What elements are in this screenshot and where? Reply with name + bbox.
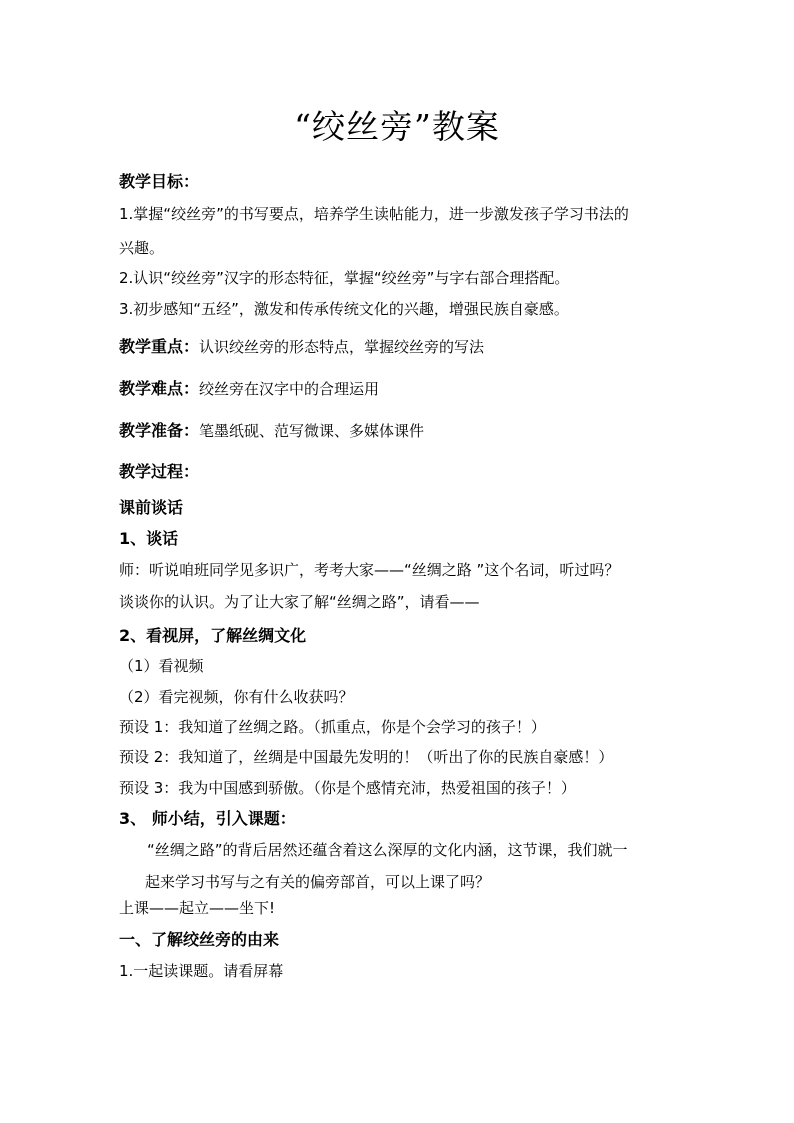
step2-preset-2: 预设 2：我知道了，丝绸是中国最先发明的！（听出了你的民族自豪感！） — [119, 748, 614, 766]
preparation-text: 笔墨纸砚、范写微课、多媒体课件 — [199, 422, 425, 440]
step2-preset-1: 预设 1：我知道了丝绸之路。（抓重点，你是个会学习的孩子！） — [119, 718, 546, 736]
objective-2: 2.认识“绞丝旁”汉字的形态特征，掌握“绞丝旁”与字右部合理搭配。 — [119, 269, 570, 287]
step2-heading: 2、看视屏，了解丝绸文化 — [119, 626, 307, 645]
objective-1-line-1: 1.掌握“绞丝旁”的书写要点，培养学生读帖能力，进一步激发孩子学习书法的 — [119, 205, 629, 223]
step3-heading: 3、 师小结，引入课题： — [119, 809, 296, 828]
preparation — [119, 420, 424, 442]
difficulties — [119, 378, 379, 400]
section1-item-1: 1.一起读课题。请看屏幕 — [119, 962, 284, 980]
objective-1-line-2: 兴趣。 — [119, 239, 165, 257]
section1-heading: 一、了解绞丝旁的由来 — [119, 930, 280, 949]
difficulties-label: 教学难点： — [119, 379, 200, 398]
preparation-label: 教学准备： — [119, 421, 200, 440]
step2-sub-1: （1）看视频 — [119, 657, 204, 675]
process-heading: 教学过程： — [119, 462, 200, 481]
step1-line-2: 谈谈你的认识。为了让大家了解“丝绸之路”，请看—— — [119, 593, 480, 611]
step2-sub-2: （2）看完视频，你有什么收获吗？ — [119, 688, 354, 706]
step2-preset-3: 预设 3：我为中国感到骄傲。（你是个感情充沛，热爱祖国的孩子！） — [119, 779, 576, 797]
key-points-label: 教学重点： — [119, 337, 200, 356]
difficulties-text: 绞丝旁在汉字中的合理运用 — [199, 380, 380, 398]
step3-line-1: “丝绸之路”的背后居然还蕴含着这么深厚的文化内涵，这节课，我们就一 — [147, 841, 628, 859]
key-points — [119, 336, 484, 358]
key-points-text: 认识绞丝旁的形态特点，掌握绞丝旁的写法 — [199, 338, 485, 356]
page-title: “绞丝旁”教案 — [294, 107, 500, 146]
objectives-heading: 教学目标： — [119, 172, 200, 191]
step1-line-1: 师：听说咱班同学见多识广，考考大家——“丝绸之路 ”这个名词，听过吗？ — [119, 561, 620, 579]
step1-heading: 1、谈话 — [119, 529, 179, 548]
objective-3: 3.初步感知“五经”，激发和传承传统文化的兴趣，增强民族自豪感。 — [119, 300, 569, 318]
step3-line-3: 上课——起立——坐下! — [119, 899, 276, 917]
pre-class-heading: 课前谈话 — [119, 498, 184, 517]
step3-line-2: 起来学习书写与之有关的偏旁部首，可以上课了吗？ — [145, 873, 491, 891]
